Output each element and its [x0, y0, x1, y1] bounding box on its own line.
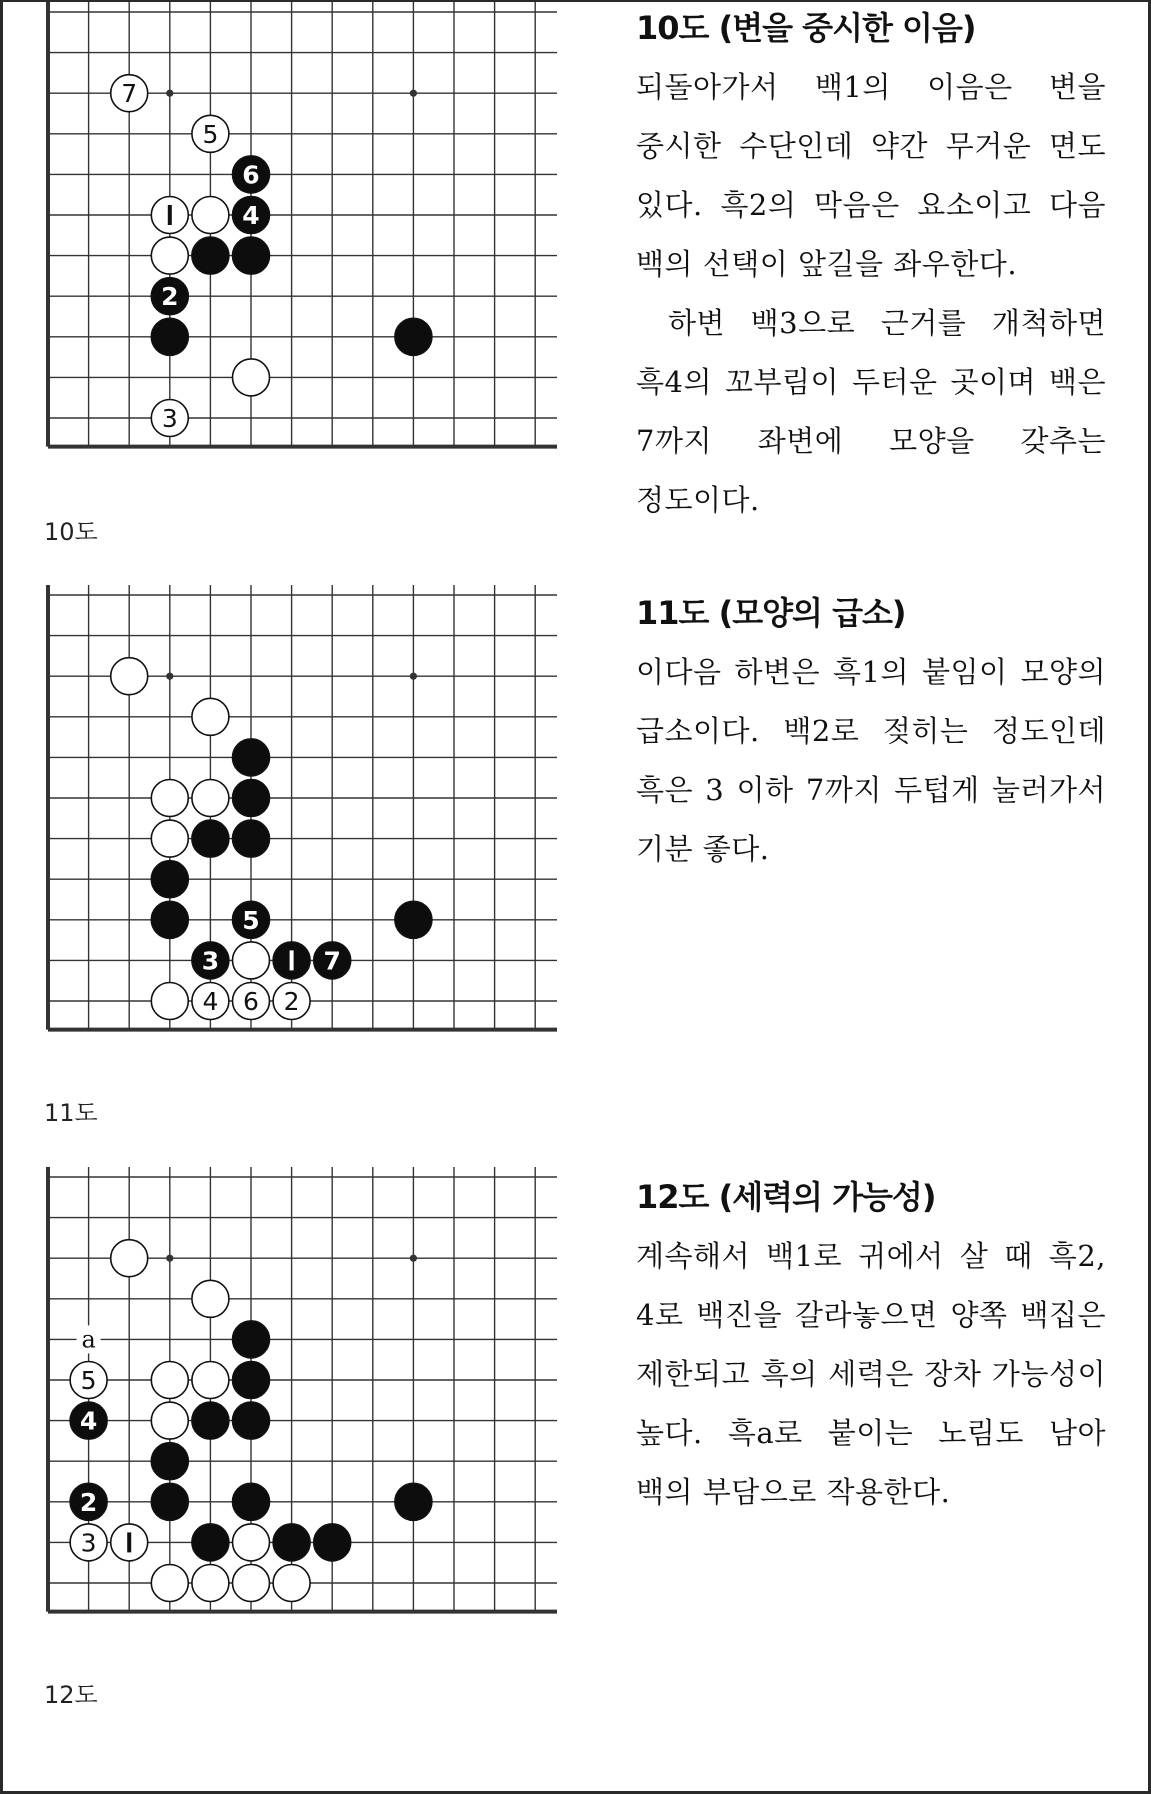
white-stone	[192, 1280, 229, 1317]
white-stone	[192, 1565, 229, 1602]
white-stone	[151, 820, 188, 857]
white-stone	[151, 1402, 188, 1439]
diagram-section-12	[0, 1165, 1151, 1750]
black-stone	[151, 861, 188, 898]
black-stone	[151, 318, 188, 355]
go-board-12	[40, 1165, 560, 1650]
white-stone	[151, 1362, 188, 1399]
move-number-label: 4	[202, 987, 219, 1016]
go-board-11	[40, 583, 560, 1068]
move-number-label: 6	[242, 160, 260, 190]
diagram-heading: 10도 (변을 중시한 이음)	[636, 9, 976, 47]
black-stone	[233, 1362, 270, 1399]
black-stone	[192, 820, 229, 857]
diagram-heading: 12도 (세력의 가능성)	[636, 1178, 936, 1216]
move-number-label: 2	[79, 1487, 98, 1517]
star-point	[410, 1255, 417, 1262]
diagram-caption: 11도	[44, 1099, 98, 1127]
white-stone	[192, 698, 229, 735]
move-number-label: 7	[323, 946, 341, 976]
move-number-label: 3	[80, 1528, 97, 1558]
commentary-11	[636, 591, 1106, 879]
white-stone	[233, 1524, 270, 1561]
black-stone	[233, 1402, 270, 1439]
star-point	[166, 1255, 173, 1262]
star-point	[166, 673, 173, 680]
diagram-caption: 10도	[44, 518, 98, 546]
black-stone	[395, 1483, 432, 1520]
black-stone	[395, 318, 432, 355]
black-stone	[273, 1524, 310, 1561]
paragraph: 이다음 하변은 흑1의 붙임이 모양의 급소이다. 백2로 젖히는 정도인데 흑은 3 이하 7까지 두텁게 눌러가서 기분 좋다.	[636, 655, 1106, 866]
black-stone	[233, 237, 270, 274]
white-stone	[151, 983, 188, 1020]
white-stone	[111, 658, 148, 695]
move-number-label: 3	[161, 404, 178, 433]
black-stone	[233, 1483, 270, 1520]
white-stone	[192, 1362, 229, 1399]
black-stone	[233, 780, 270, 817]
diagram-section-11	[0, 583, 1151, 1168]
black-stone	[151, 1443, 188, 1480]
white-stone	[151, 1565, 188, 1602]
paragraph: 하변 백3으로 근거를 개척하면 흑4의 꼬부림이 두터운 곳이며 백은 7까지 좌변에 모양을 갖추는 정도이다.	[636, 306, 1106, 517]
go-board-10	[40, 0, 560, 485]
paragraph: 되돌아가서 백1의 이음은 변을 중시한 수단인데 약간 무거운 면도 있다. 흑2의 막음은 요소이고 다음 백의 선택이 앞길을 좌우한다.	[636, 70, 1106, 281]
white-stone	[111, 1240, 148, 1277]
white-stone	[233, 942, 270, 979]
black-stone	[314, 1524, 351, 1561]
commentary-body	[636, 643, 1106, 879]
move-number-label: 2	[161, 282, 179, 312]
diagram-section-10	[0, 0, 1151, 585]
diagram-heading: 11도 (모양의 급소)	[636, 594, 906, 632]
white-stone	[273, 1565, 310, 1602]
white-stone	[192, 780, 229, 817]
commentary-10	[636, 6, 1106, 530]
commentary-12	[636, 1175, 1106, 1522]
star-point	[410, 90, 417, 97]
star-point	[166, 90, 173, 97]
black-stone	[192, 1524, 229, 1561]
white-stone	[233, 359, 270, 396]
black-stone	[192, 237, 229, 274]
point-mark-label: a	[81, 1325, 96, 1354]
white-stone	[151, 237, 188, 274]
white-stone	[233, 1565, 270, 1602]
move-number-one	[127, 1532, 131, 1552]
black-stone	[151, 1483, 188, 1520]
move-number-label: 6	[243, 987, 259, 1016]
commentary-body	[636, 58, 1106, 530]
paragraph: 계속해서 백1로 귀에서 살 때 흑2, 4로 백진을 갈라놓으면 양쪽 백집은 제한되고 흑의 세력은 장차 가능성이 높다. 흑a로 붙이는 노림도 남아 백의 부담으로 작용한다.	[636, 1239, 1106, 1509]
move-number-one	[168, 205, 172, 225]
black-stone	[192, 1402, 229, 1439]
diagram-caption: 12도	[44, 1681, 98, 1709]
move-number-label: 3	[201, 946, 220, 976]
move-number-one	[290, 950, 294, 970]
move-number-label: 5	[202, 119, 219, 149]
black-stone	[233, 1321, 270, 1358]
move-number-label: 4	[79, 1406, 98, 1436]
star-point	[410, 673, 417, 680]
black-stone	[151, 901, 188, 938]
move-number-label: 5	[242, 905, 260, 935]
move-number-label: 2	[283, 987, 300, 1016]
black-stone	[395, 901, 432, 938]
move-number-label: 7	[121, 79, 138, 109]
commentary-body	[636, 1227, 1106, 1522]
black-stone	[233, 820, 270, 857]
move-number-label: 4	[242, 201, 260, 230]
black-stone	[233, 739, 270, 776]
move-number-label: 5	[80, 1366, 97, 1395]
white-stone	[192, 197, 229, 234]
white-stone	[151, 780, 188, 817]
